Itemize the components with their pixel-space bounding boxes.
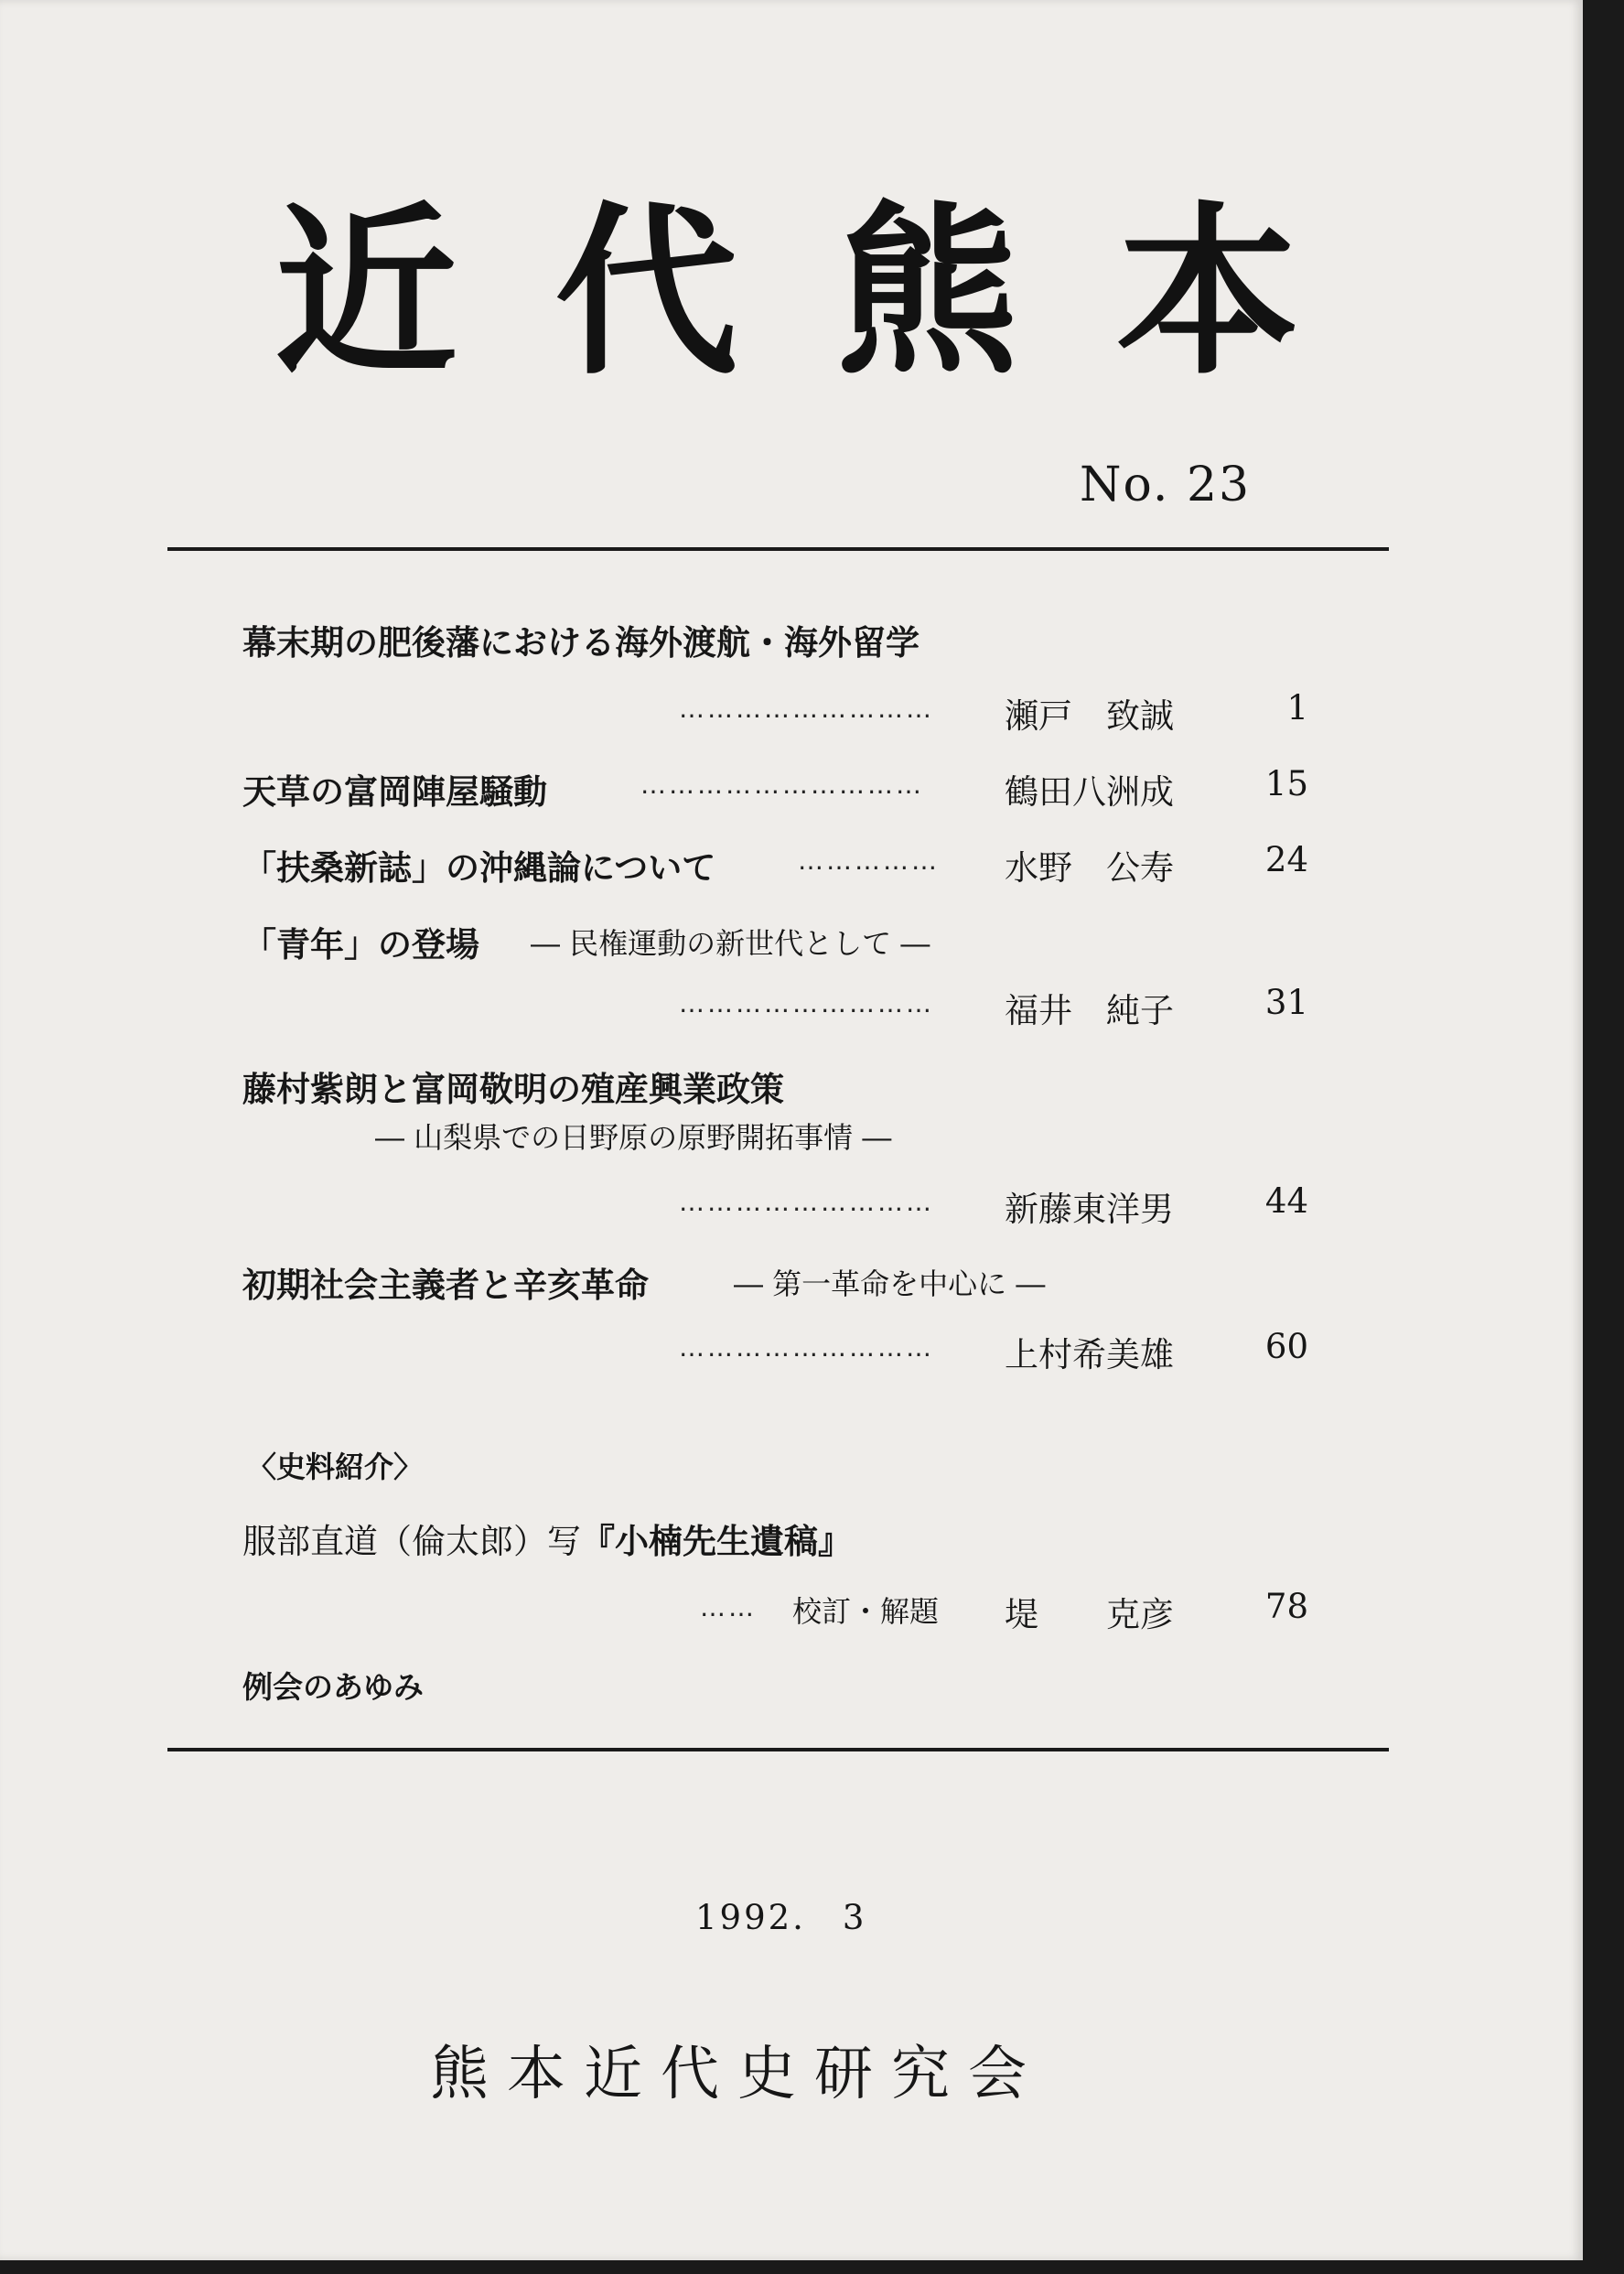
article-author: 水野 公寿 <box>1005 848 1174 888</box>
leader-dots: ………………………… <box>640 770 924 800</box>
title-char: 近 <box>274 185 458 400</box>
page-number: 24 <box>1264 840 1308 879</box>
article-subtitle: ― 民権運動の新世代として ― <box>531 926 930 961</box>
article-author: 瀬戸 致誠 <box>1005 696 1174 736</box>
page-number: 15 <box>1264 764 1308 803</box>
article-subtitle: ― 山梨県での日野原の原野開拓事情 ― <box>375 1120 892 1155</box>
article-title: 幕末期の肥後藩における海外渡航・海外留学 <box>242 623 920 663</box>
article-title-prefix: 服部直道（倫太郎）写 <box>242 1522 581 1561</box>
article-author: 新藤東洋男 <box>1005 1190 1174 1229</box>
leader-dots: …… <box>700 1592 757 1622</box>
page-number: 60 <box>1264 1327 1308 1366</box>
title-char: 熊 <box>835 185 1019 400</box>
article-title: 初期社会主義者と辛亥革命 <box>242 1266 649 1305</box>
page-number: 31 <box>1264 983 1308 1022</box>
title-char: 代 <box>554 185 738 400</box>
article-author: 鶴田八洲成 <box>1005 772 1174 812</box>
article-title: 「扶桑新誌」の沖縄論について <box>242 848 716 888</box>
leader-dots: ……………………… <box>679 694 934 724</box>
section-heading: 〈史料紹介〉 <box>247 1450 424 1484</box>
journal-title <box>274 185 1299 400</box>
editor-role: 校訂・解題 <box>792 1594 940 1629</box>
article-title: 「青年」の登場 <box>242 925 479 965</box>
page-number: 44 <box>1264 1181 1308 1221</box>
leader-dots: …………… <box>798 846 940 876</box>
article-author: 上村希美雄 <box>1005 1335 1174 1374</box>
top-divider <box>167 547 1389 551</box>
article-author: 福井 純子 <box>1005 991 1174 1030</box>
publisher-name: 熊本近代史研究会 <box>430 2041 1045 2108</box>
publication-date: 1992. 3 <box>695 1898 867 1937</box>
leader-dots: ……………………… <box>679 988 934 1018</box>
page-number: 78 <box>1264 1587 1308 1626</box>
article-title: 天草の富岡陣屋騒動 <box>242 772 547 812</box>
leader-dots: ……………………… <box>679 1187 934 1217</box>
page-number: 1 <box>1286 688 1308 727</box>
article-title-main: 『小楠先生遺稿』 <box>581 1522 852 1561</box>
article-author: 堤 克彦 <box>1005 1595 1174 1634</box>
leader-dots: ……………………… <box>679 1332 934 1363</box>
bottom-divider <box>167 1748 1389 1751</box>
article-title: 例会のあゆみ <box>242 1669 424 1705</box>
title-char: 本 <box>1115 185 1299 400</box>
issue-number: No. 23 <box>1080 458 1252 512</box>
article-title: 藤村紫朗と富岡敬明の殖産興業政策 <box>242 1070 784 1109</box>
article-subtitle: ― 第一革命を中心に ― <box>734 1266 1046 1301</box>
article-title <box>242 1514 852 1563</box>
